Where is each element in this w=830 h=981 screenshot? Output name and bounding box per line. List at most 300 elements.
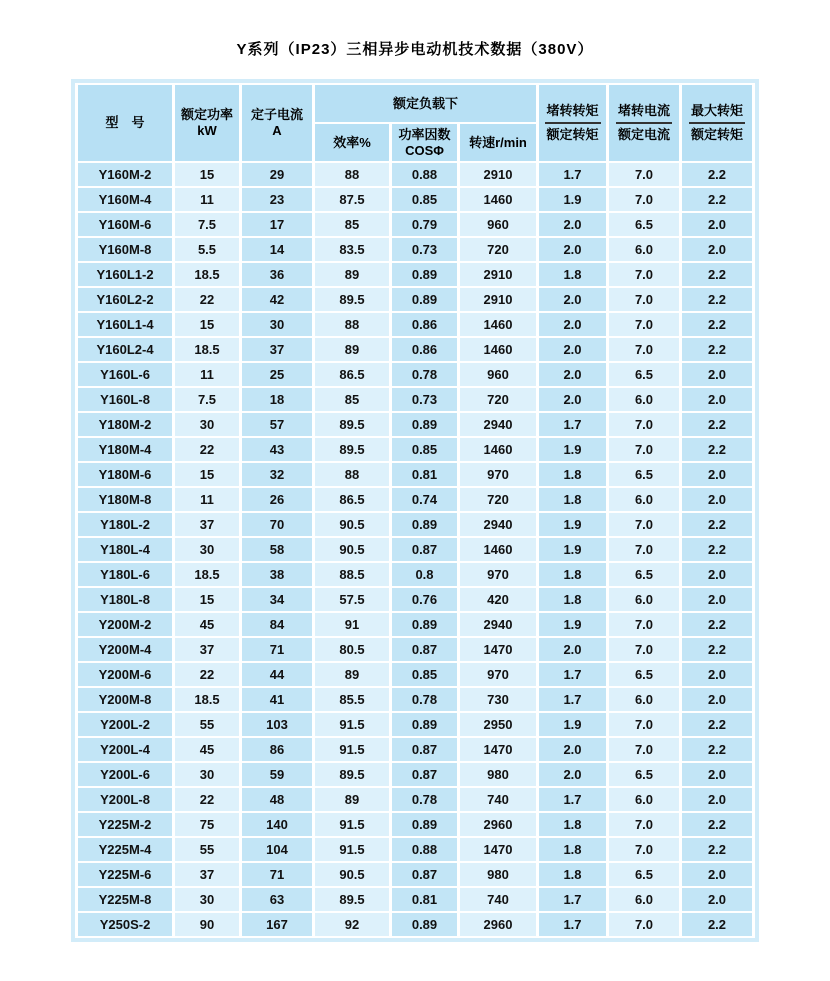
rated-power-unit: kW <box>197 123 217 138</box>
value-cell: 89.5 <box>315 438 389 461</box>
value-cell: 70 <box>242 513 312 536</box>
value-cell: 45 <box>175 738 239 761</box>
value-cell: 7.0 <box>609 613 679 636</box>
model-cell: Y160M-2 <box>78 163 172 186</box>
col-header-locked-torque-ratio <box>539 85 606 161</box>
table-row <box>78 688 752 711</box>
value-cell: 1460 <box>460 538 536 561</box>
fraction-line <box>545 122 601 124</box>
locked-torque-numerator: 堵转转矩 <box>546 103 599 119</box>
value-cell: 86.5 <box>315 363 389 386</box>
value-cell: 29 <box>242 163 312 186</box>
col-header-locked-current-ratio <box>609 85 679 161</box>
model-cell: Y225M-4 <box>78 838 172 861</box>
col-header-efficiency: 效率% <box>315 124 389 161</box>
value-cell: 0.81 <box>392 888 457 911</box>
table-row <box>78 213 752 236</box>
value-cell: 2.0 <box>539 638 606 661</box>
value-cell: 6.0 <box>609 888 679 911</box>
value-cell: 2950 <box>460 713 536 736</box>
value-cell: 7.0 <box>609 188 679 211</box>
value-cell: 2.2 <box>682 838 752 861</box>
model-cell: Y225M-6 <box>78 863 172 886</box>
value-cell: 2940 <box>460 613 536 636</box>
value-cell: 1.7 <box>539 788 606 811</box>
value-cell: 740 <box>460 788 536 811</box>
value-cell: 7.0 <box>609 413 679 436</box>
value-cell: 37 <box>175 638 239 661</box>
value-cell: 2.2 <box>682 413 752 436</box>
table-row <box>78 188 752 211</box>
value-cell: 88 <box>315 313 389 336</box>
value-cell: 57 <box>242 413 312 436</box>
value-cell: 0.87 <box>392 763 457 786</box>
value-cell: 0.73 <box>392 238 457 261</box>
table-row <box>78 413 752 436</box>
value-cell: 91.5 <box>315 713 389 736</box>
value-cell: 1.7 <box>539 888 606 911</box>
model-cell: Y200L-6 <box>78 763 172 786</box>
value-cell: 88.5 <box>315 563 389 586</box>
value-cell: 0.78 <box>392 688 457 711</box>
value-cell: 85 <box>315 388 389 411</box>
value-cell: 41 <box>242 688 312 711</box>
value-cell: 91 <box>315 613 389 636</box>
model-cell: Y180L-4 <box>78 538 172 561</box>
value-cell: 2.0 <box>682 388 752 411</box>
value-cell: 2.0 <box>682 688 752 711</box>
value-cell: 85 <box>315 213 389 236</box>
value-cell: 2.0 <box>539 238 606 261</box>
value-cell: 34 <box>242 588 312 611</box>
value-cell: 2960 <box>460 813 536 836</box>
table-row <box>78 638 752 661</box>
value-cell: 86.5 <box>315 488 389 511</box>
value-cell: 2.0 <box>539 213 606 236</box>
model-cell: Y200M-4 <box>78 638 172 661</box>
value-cell: 2.2 <box>682 263 752 286</box>
table-row <box>78 738 752 761</box>
value-cell: 0.85 <box>392 438 457 461</box>
table-row <box>78 613 752 636</box>
value-cell: 7.0 <box>609 288 679 311</box>
value-cell: 6.0 <box>609 488 679 511</box>
rated-power-label: 额定功率 <box>180 107 233 123</box>
value-cell: 1.9 <box>539 538 606 561</box>
value-cell: 11 <box>175 488 239 511</box>
col-header-speed: 转速r/min <box>460 124 536 161</box>
stator-current-unit: A <box>272 123 282 138</box>
value-cell: 2910 <box>460 288 536 311</box>
value-cell: 6.5 <box>609 463 679 486</box>
model-cell: Y180M-4 <box>78 438 172 461</box>
value-cell: 7.0 <box>609 738 679 761</box>
model-cell: Y180M-6 <box>78 463 172 486</box>
value-cell: 6.5 <box>609 213 679 236</box>
value-cell: 0.85 <box>392 188 457 211</box>
value-cell: 18.5 <box>175 263 239 286</box>
value-cell: 58 <box>242 538 312 561</box>
value-cell: 7.0 <box>609 713 679 736</box>
value-cell: 90.5 <box>315 863 389 886</box>
value-cell: 0.88 <box>392 838 457 861</box>
value-cell: 89 <box>315 338 389 361</box>
max-torque-numerator: 最大转矩 <box>690 103 743 119</box>
model-cell: Y200M-2 <box>78 613 172 636</box>
model-cell: Y160M-4 <box>78 188 172 211</box>
value-cell: 7.0 <box>609 838 679 861</box>
stator-current-label: 定子电流 <box>250 107 303 123</box>
value-cell: 22 <box>175 288 239 311</box>
value-cell: 5.5 <box>175 238 239 261</box>
value-cell: 0.89 <box>392 263 457 286</box>
table-row <box>78 838 752 861</box>
value-cell: 26 <box>242 488 312 511</box>
value-cell: 86 <box>242 738 312 761</box>
model-cell: Y160M-8 <box>78 238 172 261</box>
value-cell: 55 <box>175 838 239 861</box>
value-cell: 38 <box>242 563 312 586</box>
value-cell: 730 <box>460 688 536 711</box>
value-cell: 71 <box>242 638 312 661</box>
table-row <box>78 538 752 561</box>
value-cell: 37 <box>175 513 239 536</box>
value-cell: 91.5 <box>315 813 389 836</box>
value-cell: 18.5 <box>175 338 239 361</box>
value-cell: 6.0 <box>609 788 679 811</box>
value-cell: 6.5 <box>609 763 679 786</box>
value-cell: 15 <box>175 163 239 186</box>
value-cell: 0.76 <box>392 588 457 611</box>
value-cell: 970 <box>460 663 536 686</box>
table-row <box>78 238 752 261</box>
max-torque-denominator: 额定转矩 <box>690 127 743 142</box>
value-cell: 7.0 <box>609 313 679 336</box>
value-cell: 2960 <box>460 913 536 936</box>
value-cell: 1470 <box>460 638 536 661</box>
table-row <box>78 388 752 411</box>
value-cell: 6.0 <box>609 238 679 261</box>
value-cell: 36 <box>242 263 312 286</box>
value-cell: 980 <box>460 763 536 786</box>
value-cell: 1.9 <box>539 438 606 461</box>
value-cell: 0.89 <box>392 513 457 536</box>
value-cell: 48 <box>242 788 312 811</box>
value-cell: 1460 <box>460 338 536 361</box>
value-cell: 91.5 <box>315 738 389 761</box>
col-header-stator-current <box>242 85 312 161</box>
value-cell: 89 <box>315 788 389 811</box>
model-cell: Y200L-8 <box>78 788 172 811</box>
value-cell: 720 <box>460 238 536 261</box>
locked-torque-denominator: 额定转矩 <box>546 127 599 142</box>
value-cell: 0.87 <box>392 738 457 761</box>
value-cell: 2940 <box>460 513 536 536</box>
value-cell: 1.7 <box>539 413 606 436</box>
value-cell: 1.8 <box>539 488 606 511</box>
value-cell: 1.7 <box>539 913 606 936</box>
value-cell: 57.5 <box>315 588 389 611</box>
value-cell: 0.87 <box>392 638 457 661</box>
value-cell: 6.0 <box>609 588 679 611</box>
table-row <box>78 513 752 536</box>
value-cell: 2.0 <box>682 238 752 261</box>
value-cell: 140 <box>242 813 312 836</box>
col-header-model: 型 号 <box>78 85 172 161</box>
locked-torque-fraction <box>545 103 601 142</box>
model-cell: Y180M-2 <box>78 413 172 436</box>
table-row <box>78 663 752 686</box>
table-row <box>78 763 752 786</box>
model-cell: Y225M-8 <box>78 888 172 911</box>
value-cell: 970 <box>460 463 536 486</box>
value-cell: 71 <box>242 863 312 886</box>
table-body <box>78 163 752 936</box>
value-cell: 1460 <box>460 438 536 461</box>
value-cell: 0.78 <box>392 788 457 811</box>
value-cell: 1.9 <box>539 613 606 636</box>
model-cell: Y200L-4 <box>78 738 172 761</box>
model-cell: Y200L-2 <box>78 713 172 736</box>
value-cell: 15 <box>175 463 239 486</box>
max-torque-fraction <box>689 103 745 142</box>
value-cell: 1460 <box>460 188 536 211</box>
value-cell: 90.5 <box>315 538 389 561</box>
value-cell: 2910 <box>460 263 536 286</box>
value-cell: 2.2 <box>682 313 752 336</box>
table-row <box>78 463 752 486</box>
value-cell: 6.5 <box>609 663 679 686</box>
value-cell: 44 <box>242 663 312 686</box>
value-cell: 87.5 <box>315 188 389 211</box>
value-cell: 1.9 <box>539 188 606 211</box>
value-cell: 6.5 <box>609 563 679 586</box>
table-row <box>78 913 752 936</box>
value-cell: 2.0 <box>682 488 752 511</box>
value-cell: 30 <box>175 763 239 786</box>
value-cell: 30 <box>175 538 239 561</box>
value-cell: 6.5 <box>609 863 679 886</box>
value-cell: 80.5 <box>315 638 389 661</box>
value-cell: 0.86 <box>392 313 457 336</box>
value-cell: 89.5 <box>315 888 389 911</box>
value-cell: 22 <box>175 663 239 686</box>
model-cell: Y160L1-2 <box>78 263 172 286</box>
value-cell: 89.5 <box>315 413 389 436</box>
table-row <box>78 313 752 336</box>
motor-data-table-frame <box>71 79 759 942</box>
model-cell: Y160L2-2 <box>78 288 172 311</box>
page-title: Y系列（IP23）三相异步电动机技术数据（380V） <box>236 41 594 58</box>
table-row <box>78 588 752 611</box>
value-cell: 1470 <box>460 738 536 761</box>
value-cell: 2.0 <box>539 738 606 761</box>
value-cell: 89.5 <box>315 763 389 786</box>
value-cell: 7.0 <box>609 813 679 836</box>
value-cell: 1.8 <box>539 863 606 886</box>
value-cell: 2.0 <box>682 888 752 911</box>
col-header-rated-power <box>175 85 239 161</box>
value-cell: 84 <box>242 613 312 636</box>
value-cell: 2.2 <box>682 713 752 736</box>
value-cell: 30 <box>242 313 312 336</box>
value-cell: 0.79 <box>392 213 457 236</box>
model-cell: Y180L-6 <box>78 563 172 586</box>
value-cell: 0.81 <box>392 463 457 486</box>
locked-current-denominator: 额定电流 <box>617 127 670 142</box>
value-cell: 17 <box>242 213 312 236</box>
col-header-power-factor <box>392 124 457 161</box>
value-cell: 2.0 <box>682 363 752 386</box>
value-cell: 30 <box>175 413 239 436</box>
fraction-line <box>616 122 672 124</box>
table-row <box>78 163 752 186</box>
value-cell: 15 <box>175 588 239 611</box>
value-cell: 0.86 <box>392 338 457 361</box>
col-header-rated-load-group: 额定负载下 <box>315 85 536 122</box>
value-cell: 960 <box>460 213 536 236</box>
value-cell: 2.2 <box>682 288 752 311</box>
value-cell: 85.5 <box>315 688 389 711</box>
value-cell: 1470 <box>460 838 536 861</box>
table-row <box>78 438 752 461</box>
value-cell: 0.89 <box>392 913 457 936</box>
value-cell: 11 <box>175 363 239 386</box>
value-cell: 2.0 <box>682 588 752 611</box>
locked-current-numerator: 堵转电流 <box>617 103 670 119</box>
value-cell: 960 <box>460 363 536 386</box>
value-cell: 2.0 <box>539 763 606 786</box>
value-cell: 91.5 <box>315 838 389 861</box>
value-cell: 0.89 <box>392 613 457 636</box>
value-cell: 90 <box>175 913 239 936</box>
fraction-line <box>689 122 745 124</box>
model-cell: Y180L-8 <box>78 588 172 611</box>
value-cell: 2.2 <box>682 338 752 361</box>
value-cell: 1.8 <box>539 813 606 836</box>
value-cell: 88 <box>315 163 389 186</box>
value-cell: 18.5 <box>175 563 239 586</box>
value-cell: 0.88 <box>392 163 457 186</box>
value-cell: 22 <box>175 788 239 811</box>
model-cell: Y160L2-4 <box>78 338 172 361</box>
value-cell: 2.0 <box>539 363 606 386</box>
value-cell: 2.0 <box>682 663 752 686</box>
value-cell: 59 <box>242 763 312 786</box>
model-cell: Y160M-6 <box>78 213 172 236</box>
table-row <box>78 788 752 811</box>
value-cell: 7.0 <box>609 638 679 661</box>
value-cell: 37 <box>242 338 312 361</box>
value-cell: 83.5 <box>315 238 389 261</box>
value-cell: 2910 <box>460 163 536 186</box>
value-cell: 0.78 <box>392 363 457 386</box>
power-factor-symbol: COSΦ <box>405 142 444 158</box>
value-cell: 0.8 <box>392 563 457 586</box>
value-cell: 89.5 <box>315 288 389 311</box>
model-cell: Y160L-8 <box>78 388 172 411</box>
motor-data-table <box>75 83 755 938</box>
value-cell: 2.2 <box>682 538 752 561</box>
value-cell: 14 <box>242 238 312 261</box>
value-cell: 6.0 <box>609 388 679 411</box>
value-cell: 0.87 <box>392 863 457 886</box>
value-cell: 1.8 <box>539 563 606 586</box>
value-cell: 0.85 <box>392 663 457 686</box>
value-cell: 23 <box>242 188 312 211</box>
value-cell: 55 <box>175 713 239 736</box>
value-cell: 980 <box>460 863 536 886</box>
value-cell: 1.8 <box>539 263 606 286</box>
value-cell: 1.8 <box>539 463 606 486</box>
model-cell: Y225M-2 <box>78 813 172 836</box>
value-cell: 2940 <box>460 413 536 436</box>
value-cell: 1.9 <box>539 713 606 736</box>
table-header <box>78 85 752 161</box>
value-cell: 2.0 <box>539 288 606 311</box>
value-cell: 1.9 <box>539 513 606 536</box>
value-cell: 92 <box>315 913 389 936</box>
value-cell: 2.0 <box>682 763 752 786</box>
value-cell: 7.0 <box>609 538 679 561</box>
value-cell: 7.0 <box>609 513 679 536</box>
table-row <box>78 863 752 886</box>
table-row <box>78 488 752 511</box>
value-cell: 720 <box>460 488 536 511</box>
table-row <box>78 338 752 361</box>
value-cell: 89 <box>315 263 389 286</box>
value-cell: 30 <box>175 888 239 911</box>
value-cell: 720 <box>460 388 536 411</box>
value-cell: 2.0 <box>682 788 752 811</box>
value-cell: 37 <box>175 863 239 886</box>
value-cell: 45 <box>175 613 239 636</box>
col-header-max-torque-ratio <box>682 85 752 161</box>
value-cell: 2.0 <box>682 213 752 236</box>
model-cell: Y250S-2 <box>78 913 172 936</box>
value-cell: 2.2 <box>682 613 752 636</box>
value-cell: 2.0 <box>539 313 606 336</box>
value-cell: 1.7 <box>539 688 606 711</box>
value-cell: 2.2 <box>682 438 752 461</box>
model-cell: Y200M-8 <box>78 688 172 711</box>
value-cell: 90.5 <box>315 513 389 536</box>
value-cell: 43 <box>242 438 312 461</box>
value-cell: 1.7 <box>539 163 606 186</box>
value-cell: 2.2 <box>682 813 752 836</box>
value-cell: 25 <box>242 363 312 386</box>
table-row <box>78 713 752 736</box>
value-cell: 1460 <box>460 313 536 336</box>
value-cell: 7.5 <box>175 388 239 411</box>
value-cell: 2.2 <box>682 913 752 936</box>
value-cell: 15 <box>175 313 239 336</box>
value-cell: 7.5 <box>175 213 239 236</box>
value-cell: 32 <box>242 463 312 486</box>
table-row <box>78 563 752 586</box>
value-cell: 2.2 <box>682 188 752 211</box>
value-cell: 2.0 <box>682 463 752 486</box>
value-cell: 88 <box>315 463 389 486</box>
value-cell: 6.0 <box>609 688 679 711</box>
power-factor-label: 功率因数 <box>398 126 451 142</box>
value-cell: 420 <box>460 588 536 611</box>
model-cell: Y160L1-4 <box>78 313 172 336</box>
value-cell: 89 <box>315 663 389 686</box>
value-cell: 7.0 <box>609 263 679 286</box>
value-cell: 0.89 <box>392 713 457 736</box>
model-cell: Y160L-6 <box>78 363 172 386</box>
